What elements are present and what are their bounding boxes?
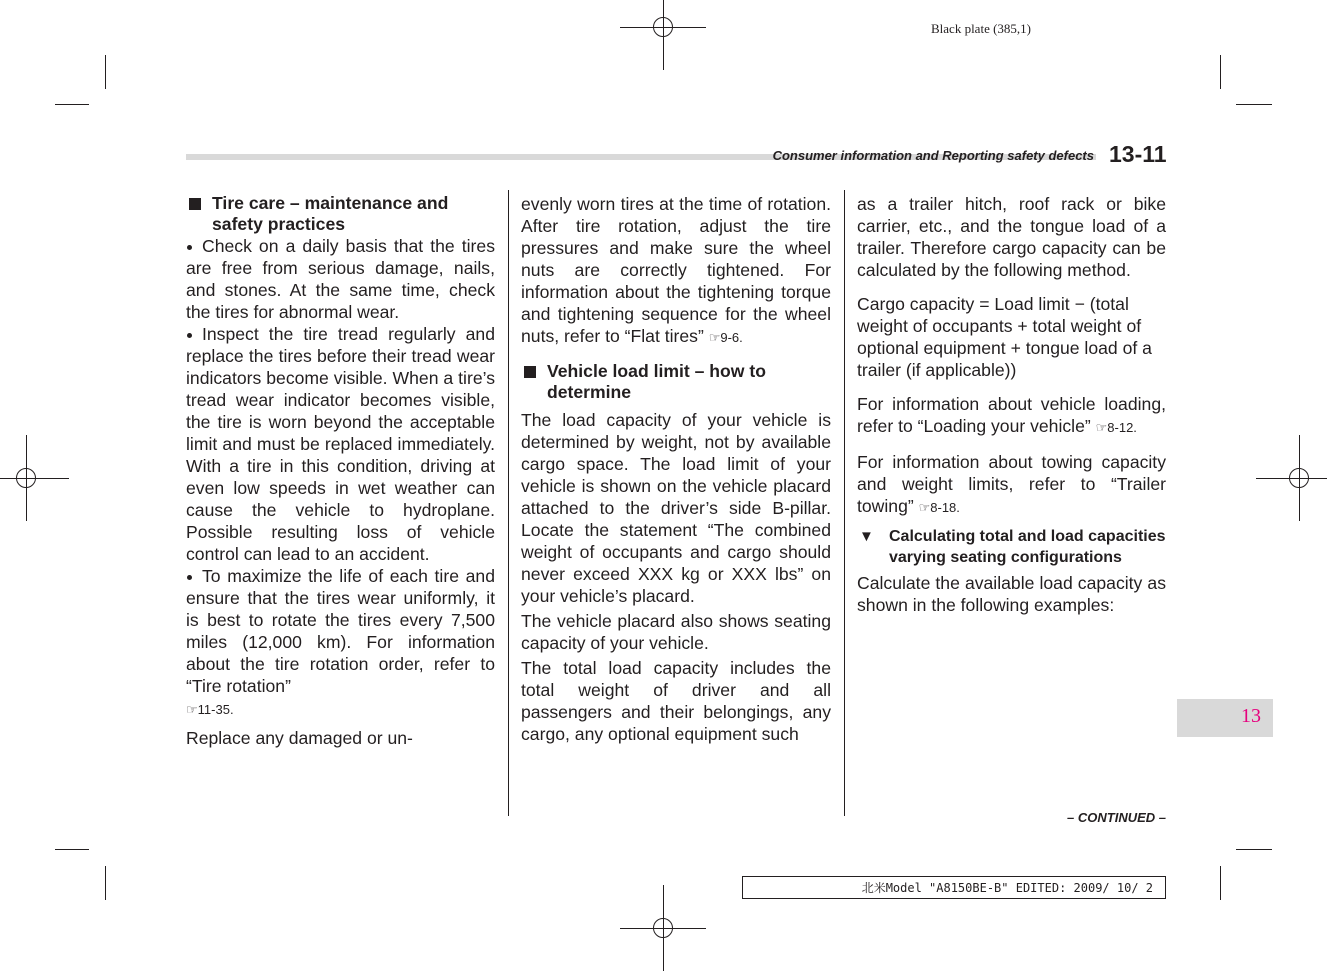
paragraph: evenly worn tires at the time of rotation. After tire rotation, adjust the tire pressures and make sure the wheel nuts are correctly tightened. For information about the tightening torque and tightening sequence for the wheel nuts, refer to “Flat tires” ☞9-6. <box>521 194 831 346</box>
column-3 <box>857 193 1166 616</box>
registration-mark <box>0 435 69 521</box>
paragraph: The vehicle placard also shows seating capacity of your vehicle. <box>521 611 831 653</box>
crop-mark <box>55 849 89 850</box>
crop-mark <box>105 55 106 89</box>
crop-mark <box>105 866 106 900</box>
paragraph: Calculate the available load capacity as shown in the following examples: <box>857 573 1166 615</box>
bullet-item: Check on a daily basis that the tires are free from serious damage, nails, and stones. At the same time, check the tires for abnormal wear. <box>186 236 495 322</box>
page-reference[interactable]: ☞8-12. <box>1095 420 1137 435</box>
crop-mark <box>1236 849 1272 850</box>
paragraph: Replace any damaged or un- <box>186 728 413 748</box>
paragraph: The load capacity of your vehicle is determined by weight, not by available cargo space. The load limit of your vehicle is shown on the vehicle placard attached to the driver’s side B-pillar. Locate the statement “The combined weight of occupants and cargo should never exceed XXX kg or XXX lbs” on your vehicle’s placard. <box>521 410 831 606</box>
section-title: Consumer information and Reporting safety defects <box>772 148 1094 163</box>
bullet-icon <box>187 245 192 250</box>
subsection-heading: ▼ Calculating total and load capacities varying seating configurations <box>859 528 1166 566</box>
square-bullet-icon <box>189 198 201 210</box>
page-number: 13-11 <box>1109 141 1167 167</box>
continued-label: – CONTINUED – <box>1067 810 1166 825</box>
registration-mark <box>620 0 706 70</box>
section-heading: Tire care – maintenance and safety practices <box>186 193 495 235</box>
crop-mark <box>55 104 89 105</box>
paragraph: The total load capacity includes the total weight of driver and all passengers and their belongings, any cargo, any optional equipment such <box>521 658 831 744</box>
column-divider <box>508 190 509 816</box>
footer-box <box>742 876 1166 899</box>
footer-text: 北米Model "A8150BE-B" EDITED: 2009/ 10/ 2 <box>861 881 1153 895</box>
page-reference[interactable]: ☞8-18. <box>918 500 960 515</box>
bullet-icon <box>187 575 192 580</box>
registration-mark <box>620 885 706 971</box>
column-1 <box>186 193 495 749</box>
crop-mark <box>1220 55 1221 89</box>
bullet-item: To maximize the life of each tire and ensure that the tires wear uniformly, it is best to rotate the tires every 7,500 miles (12,000 km). For information about the tire rotation order, refer to “Tire rotation” ☞11-35. <box>186 566 495 717</box>
registration-mark <box>1256 435 1327 521</box>
crop-mark <box>1236 104 1272 105</box>
paragraph: For information about vehicle loading, refer to “Loading your vehicle” ☞8-12. <box>857 394 1166 436</box>
column-2 <box>521 193 831 745</box>
section-heading: Vehicle load limit – how to determine <box>521 361 831 403</box>
square-bullet-icon <box>524 366 536 378</box>
paragraph: Cargo capacity = Load limit − (total weight of occupants + total weight of optional equipment + tongue load of a trailer (if applicable)) <box>857 294 1152 380</box>
chapter-tab-label: 13 <box>1241 705 1261 727</box>
chapter-tab[interactable] <box>1177 699 1273 737</box>
column-divider <box>844 190 845 816</box>
page-reference[interactable]: ☞9-6. <box>708 330 743 345</box>
paragraph: as a trailer hitch, roof rack or bike carrier, etc., and the tongue load of a trailer. Therefore cargo capacity can be calculated by the following method. <box>857 194 1166 280</box>
bullet-icon <box>187 333 192 338</box>
crop-mark <box>1220 866 1221 900</box>
plate-label: Black plate (385,1) <box>931 21 1031 36</box>
bullet-item: Inspect the tire tread regularly and replace the tires before their tread wear indicators become visible. When a tire’s tread wear indicator becomes visible, the tire is worn beyond the acceptable limit and must be replaced immediately. With a tire in this condition, driving at even low speeds in wet weather can cause the vehicle to hydroplane. Possible resulting loss of vehicle control can lead to an accident. <box>186 324 495 564</box>
paragraph: For information about towing capacity and weight limits, refer to “Trailer towing” ☞8-18. <box>857 452 1166 516</box>
page-reference[interactable]: ☞11-35. <box>186 702 234 717</box>
triangle-down-icon: ▼ <box>859 528 874 545</box>
